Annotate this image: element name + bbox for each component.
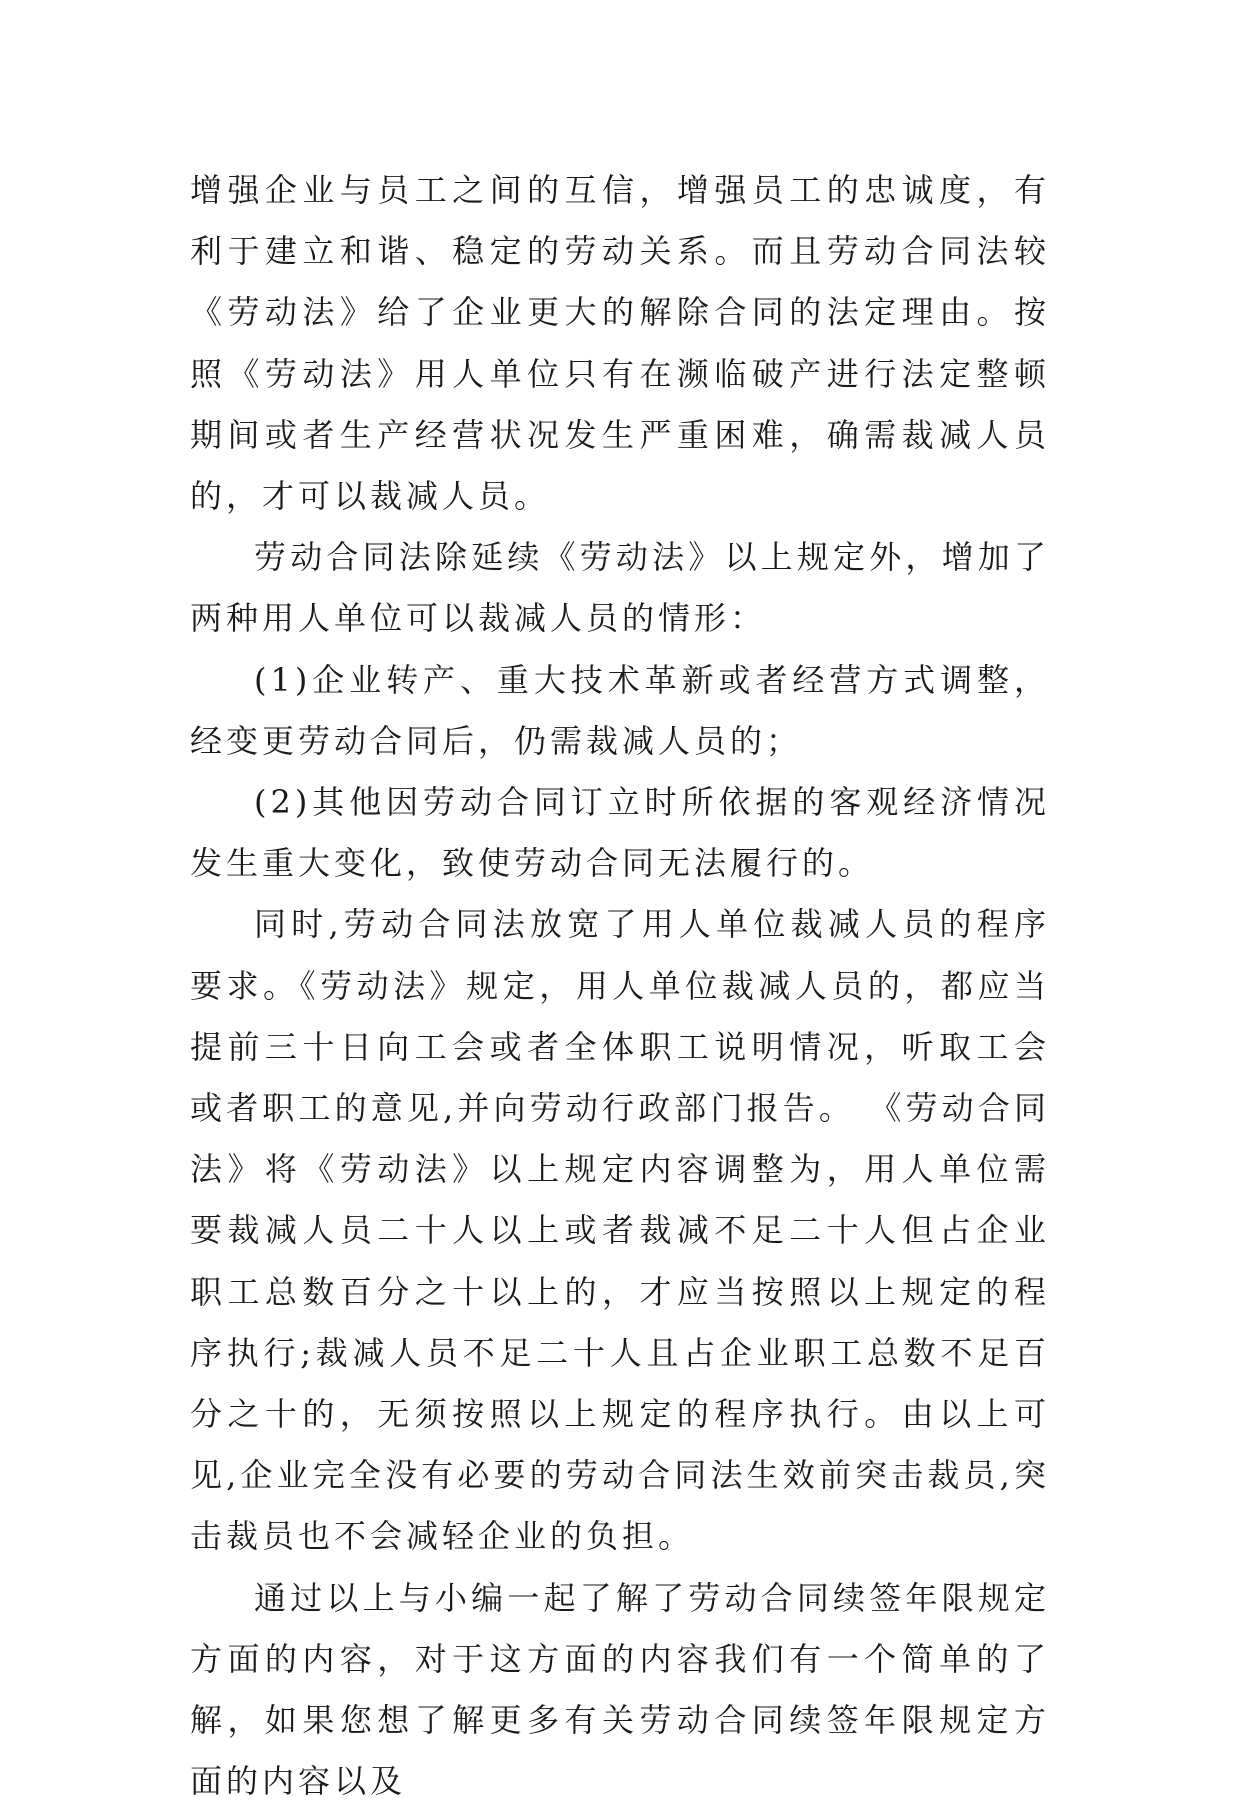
paragraph: 同时,劳动合同法放宽了用人单位裁减人员的程序要求。《劳动法》规定，用人单位裁减人员的，都应当提前三十日向工会或者全体职工说明情况，听取工会或者职工的意见,并向劳动行政部门报告。 《劳动合同法》将《劳动法》以上规定内容调整为，用人单位需要裁减人员二十人以上或者裁减不足二十人但占企业职工总数百分之十以上的，才应当按照以上规定的程序执行;裁减人员不足二十人且占企业职工总数不足百分之十的，无须按照以上规定的程序执行。由以上可见,企业完全没有必要的劳动合同法生效前突击裁员,突击裁员也不会减轻企业的负担。 <box>190 905 1050 1556</box>
paragraph: 通过以上与小编一起了解了劳动合同续签年限规定方面的内容，对于这方面的内容我们有一个简单的了解，如果您想了解更多有关劳动合同续签年限规定方面的内容以及 <box>190 1578 1050 1801</box>
paragraph: (1)企业转产、重大技术革新或者经营方式调整，经变更劳动合同后，仍需裁减人员的； <box>190 660 1050 760</box>
document-body <box>190 160 1050 1812</box>
paragraph: 劳动合同法除延续《劳动法》以上规定外，增加了两种用人单位可以裁减人员的情形： <box>190 538 1050 638</box>
paragraph: 增强企业与员工之间的互信，增强员工的忠诚度，有利于建立和谐、稳定的劳动关系。而且劳动合同法较《劳动法》给了企业更大的解除合同的法定理由。按照《劳动法》用人单位只有在濒临破产进行法定整顿期间或者生产经营状况发生严重困难，确需裁减人员的，才可以裁减人员。 <box>190 171 1050 516</box>
paragraph: (2)其他因劳动合同订立时所依据的客观经济情况发生重大变化，致使劳动合同无法履行的。 <box>190 783 1050 883</box>
